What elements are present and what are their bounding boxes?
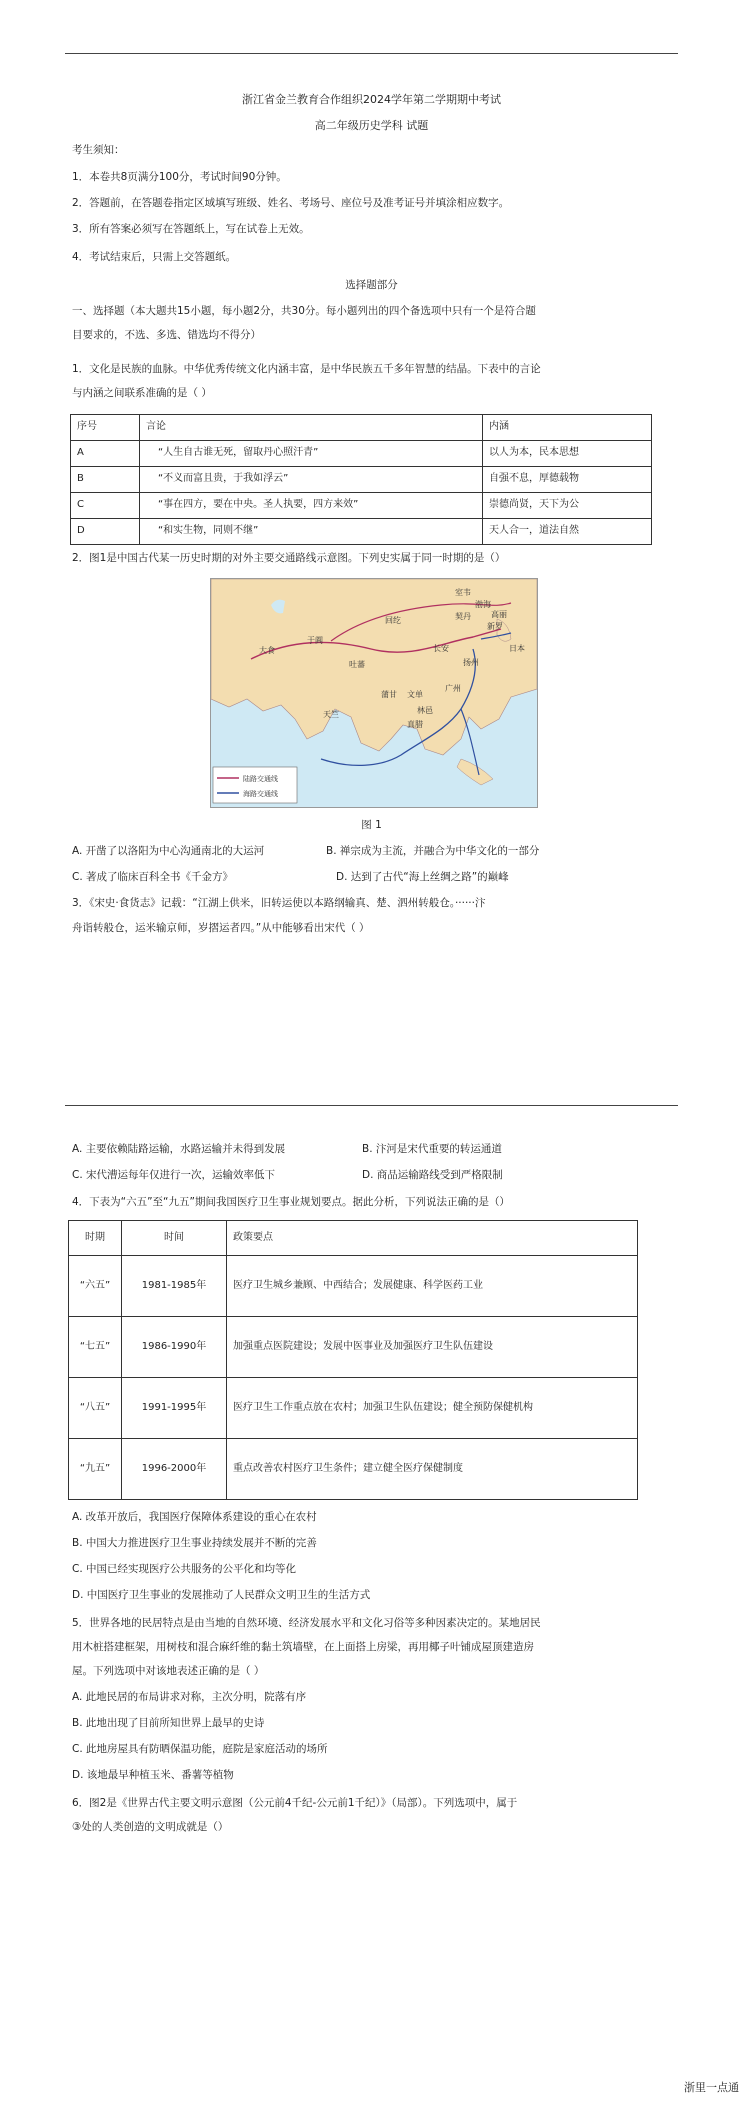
table-cell: 重点改善农村医疗卫生条件；建立健全医疗保健制度 (227, 1439, 638, 1500)
q1-stem: 与内涵之间联系准确的是（ ） (72, 387, 212, 399)
table-row (69, 1439, 638, 1500)
notice-item: 4．考试结束后，只需上交答题纸。 (72, 251, 237, 263)
map-label: 日本 (509, 644, 525, 653)
watermark-text: 浙里一点通 (684, 2081, 739, 2095)
table-header-row (71, 415, 652, 441)
map-label: 广州 (445, 684, 461, 693)
legend-label: 陆路交通线 (243, 775, 278, 783)
map-label: 长安 (433, 644, 449, 653)
figure-caption: 图 1 (361, 819, 382, 831)
q1-stem: 1．文化是民族的血脉。中华优秀传统文化内涵丰富，是中华民族五千多年智慧的结晶。下表中的言论 (72, 363, 541, 375)
option-a: A. 改革开放后，我国医疗保障体系建设的重心在农村 (72, 1511, 317, 1523)
table-cell: 医疗卫生城乡兼顾、中西结合；发展健康、科学医药工业 (227, 1256, 638, 1317)
option-b: B. 此地出现了目前所知世界上最早的史诗 (72, 1717, 265, 1729)
table-cell: “人生自古谁无死，留取丹心照汗青” (140, 441, 483, 467)
option-c: C. 著成了临床百科全书《千金方》 (72, 871, 234, 883)
q5-stem: 屋。下列选项中对该地表述正确的是（ ） (72, 1665, 265, 1677)
q1-table (70, 414, 652, 545)
table-row (71, 467, 652, 493)
table-header-cell: 序号 (71, 415, 140, 441)
q5-stem: 5．世界各地的民居特点是由当地的自然环境、经济发展水平和文化习俗等多种因素决定的。某地居民 (72, 1617, 541, 1629)
page-divider (65, 1105, 678, 1106)
table-header-cell: 内涵 (483, 415, 652, 441)
map-label: 渤海 (475, 600, 491, 609)
map-label: 天竺 (323, 710, 339, 719)
table-cell: 1996-2000年 (122, 1439, 227, 1500)
map-label: 文单 (407, 690, 423, 699)
table-header-cell: 时期 (69, 1221, 122, 1256)
table-row (69, 1378, 638, 1439)
table-cell: “八五” (69, 1378, 122, 1439)
option-a: A. 开凿了以洛阳为中心沟通南北的大运河 (72, 845, 265, 857)
option-a: A. 此地民居的布局讲求对称，主次分明，院落有序 (72, 1691, 307, 1703)
map-label: 室韦 (455, 588, 471, 597)
option-d: D. 商品运输路线受到严格限制 (362, 1169, 503, 1181)
table-row (71, 441, 652, 467)
notice-item: 2．答题前，在答题卷指定区域填写班级、姓名、考场号、座位号及准考证号并填涂相应数字。 (72, 197, 510, 209)
table-cell: “七五” (69, 1317, 122, 1378)
table-cell: “六五” (69, 1256, 122, 1317)
map-label: 契丹 (455, 612, 471, 621)
section-intro: 目要求的，不选、多选、错选均不得分） (72, 329, 261, 341)
legend-label: 海路交通线 (243, 790, 278, 798)
route-map-figure (210, 578, 538, 808)
q3-stem: 3．《宋史·食货志》记载：“江湖上供米，旧转运使以本路纲输真、楚、泗州转般仓。······汴 (72, 897, 486, 909)
table-cell: 1986-1990年 (122, 1317, 227, 1378)
table-cell: B (71, 467, 140, 493)
q6-stem: ③处的人类创造的文明成就是（） (72, 1821, 229, 1833)
table-cell: “和实生物，同则不继” (140, 519, 483, 545)
map-label: 大食 (259, 646, 275, 655)
table-cell: A (71, 441, 140, 467)
island (457, 759, 493, 785)
table-cell: 医疗卫生工作重点放在农村；加强卫生队伍建设；健全预防保健机构 (227, 1378, 638, 1439)
q4-table (68, 1220, 638, 1500)
table-cell: “不义而富且贵，于我如浮云” (140, 467, 483, 493)
q2-stem: 2．图1是中国古代某一历史时期的对外主要交通路线示意图。下列史实属于同一时期的是（） (72, 552, 506, 564)
table-cell: 1991-1995年 (122, 1378, 227, 1439)
table-cell: 天人合一，道法自然 (483, 519, 652, 545)
map-label: 扬州 (463, 658, 479, 667)
q3-stem: 舟诣转般仓，运米输京师，岁摺运者四。”从中能够看出宋代（ ） (72, 922, 370, 934)
table-cell: 自强不息，厚德载物 (483, 467, 652, 493)
option-d: D. 达到了古代“海上丝绸之路”的巅峰 (336, 871, 509, 883)
map-label: 吐蕃 (349, 660, 365, 669)
section-title: 选择题部分 (345, 279, 398, 291)
q6-stem: 6．图2是《世界古代主要文明示意图（公元前4千纪-公元前1千纪）》（局部）。下列选项中，属于 (72, 1797, 518, 1809)
top-rule (65, 53, 678, 54)
map-label: 蒲甘 (381, 690, 397, 699)
exam-subtitle: 高二年级历史学科 试题 (314, 119, 429, 132)
table-cell: “九五” (69, 1439, 122, 1500)
map-label: 林邑 (417, 706, 433, 715)
section-intro: 一、选择题（本大题共15小题，每小题2分，共30分。每小题列出的四个备选项中只有一个是符合题 (72, 305, 536, 317)
table-row (71, 519, 652, 545)
notice-item: 3．所有答案必须写在答题纸上，写在试卷上无效。 (72, 223, 310, 235)
option-d: D. 该地最早种植玉米、番薯等植物 (72, 1769, 234, 1781)
q4-stem: 4．下表为“六五”至“九五”期间我国医疗卫生事业规划要点。据此分析，下列说法正确的是（） (72, 1196, 510, 1208)
option-c: C. 此地房屋具有防晒保温功能，庭院是家庭活动的场所 (72, 1743, 328, 1755)
option-a: A. 主要依赖陆路运输，水路运输并未得到发展 (72, 1143, 286, 1155)
table-cell: C (71, 493, 140, 519)
option-c: C. 中国已经实现医疗公共服务的公平化和均等化 (72, 1563, 297, 1575)
table-row (69, 1256, 638, 1317)
route-map-svg (211, 579, 537, 807)
notice-heading: 考生须知： (72, 144, 125, 156)
table-header-cell: 政策要点 (227, 1221, 638, 1256)
q5-stem: 用木桩搭建框架，用树枝和混合麻纤维的黏土筑墙壁，在上面搭上房梁，再用椰子叶铺成屋顶建造房 (72, 1641, 534, 1653)
table-cell: 加强重点医院建设；发展中医事业及加强医疗卫生队伍建设 (227, 1317, 638, 1378)
table-header-row (69, 1221, 638, 1256)
notice-item: 1．本卷共8页满分100分，考试时间90分钟。 (72, 171, 287, 183)
table-header-cell: 时间 (122, 1221, 227, 1256)
table-cell: 1981-1985年 (122, 1256, 227, 1317)
option-d: D. 中国医疗卫生事业的发展推动了人民群众文明卫生的生活方式 (72, 1589, 371, 1601)
exam-title: 浙江省金兰教育合作组织2024学年第二学期期中考试 (242, 93, 501, 106)
table-header-cell: 言论 (140, 415, 483, 441)
table-cell: D (71, 519, 140, 545)
table-cell: “事在四方，要在中央。圣人执要，四方来效” (140, 493, 483, 519)
option-b: B. 禅宗成为主流，并融合为中华文化的一部分 (326, 845, 540, 857)
map-label: 回纥 (385, 616, 401, 625)
table-row (69, 1317, 638, 1378)
option-c: C. 宋代漕运每年仅进行一次，运输效率低下 (72, 1169, 276, 1181)
map-label: 高丽 (491, 610, 507, 619)
option-b: B. 中国大力推进医疗卫生事业持续发展并不断的完善 (72, 1537, 317, 1549)
table-cell: 崇德尚贤，天下为公 (483, 493, 652, 519)
table-row (71, 493, 652, 519)
map-label: 真腊 (407, 720, 423, 729)
option-b: B. 汴河是宋代重要的转运通道 (362, 1143, 502, 1155)
map-label: 新罗 (487, 622, 503, 631)
map-label: 于阗 (307, 636, 323, 645)
table-cell: 以人为本，民本思想 (483, 441, 652, 467)
